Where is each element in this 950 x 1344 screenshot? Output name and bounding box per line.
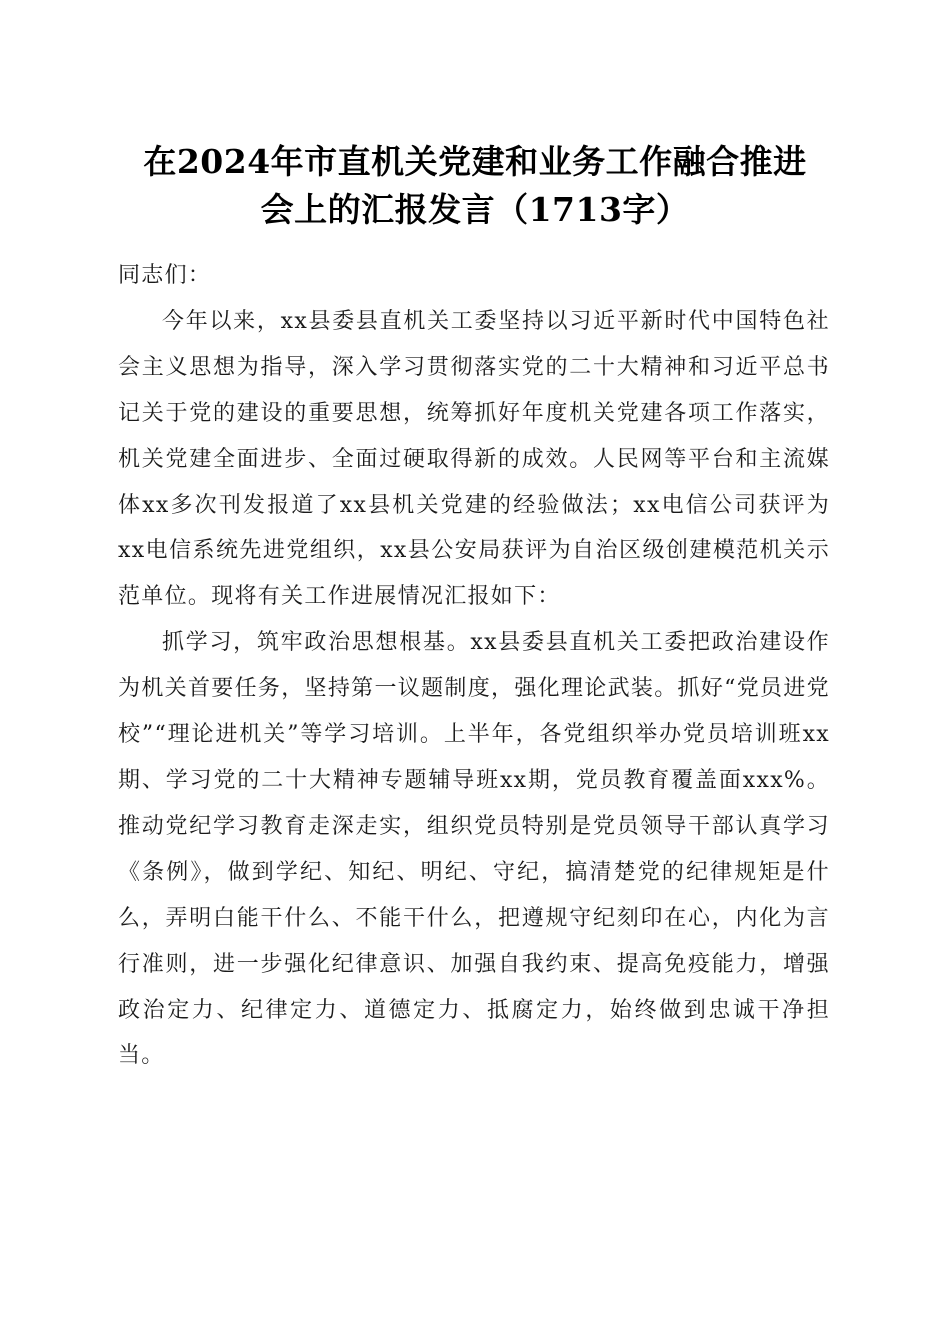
title-line-1: 在2024年市直机关党建和业务工作融合推进	[143, 142, 807, 181]
paragraph-study: 抓学习，筑牢政治思想根基。xx县委县直机关工委把政治建设作为机关首要任务，坚持第一议题制度，强化理论武装。抓好“党员进党校”“理论进机关”等学习培训。上半年，各党组织举办党员培训班xx期、学习党的二十大精神专题辅导班xx期，党员教育覆盖面xxx%。推动党纪学习教育走深走实，组织党员特别是党员领导干部认真学习《条例》，做到学纪、知纪、明纪、守纪，搞清楚党的纪律规矩是什么，弄明白能干什么、不能干什么，把遵规守纪刻印在心，内化为言行准则，进一步强化纪律意识、加强自我约束、提高免疫能力，增强政治定力、纪律定力、道德定力、抵腐定力，始终做到忠诚干净担当。	[118, 630, 830, 1069]
paragraph-intro: 今年以来，xx县委县直机关工委坚持以习近平新时代中国特色社会主义思想为指导，深入学习贯彻落实党的二十大精神和习近平总书记关于党的建设的重要思想，统筹抓好年度机关党建各项工作落实，机关党建全面进步、全面过硬取得新的成效。人民网等平台和主流媒体xx多次刊发报道了xx县机关党建的经验做法；xx电信公司获评为xx电信系统先进党组织，xx县公安局获评为自治区级创建模范机关示范单位。现将有关工作进展情况汇报如下：	[118, 308, 830, 610]
document-title	[110, 138, 840, 234]
document-body	[118, 253, 830, 1079]
salutation: 同志们：	[118, 263, 212, 288]
title-line-2: 会上的汇报发言（1713字）	[260, 190, 690, 229]
